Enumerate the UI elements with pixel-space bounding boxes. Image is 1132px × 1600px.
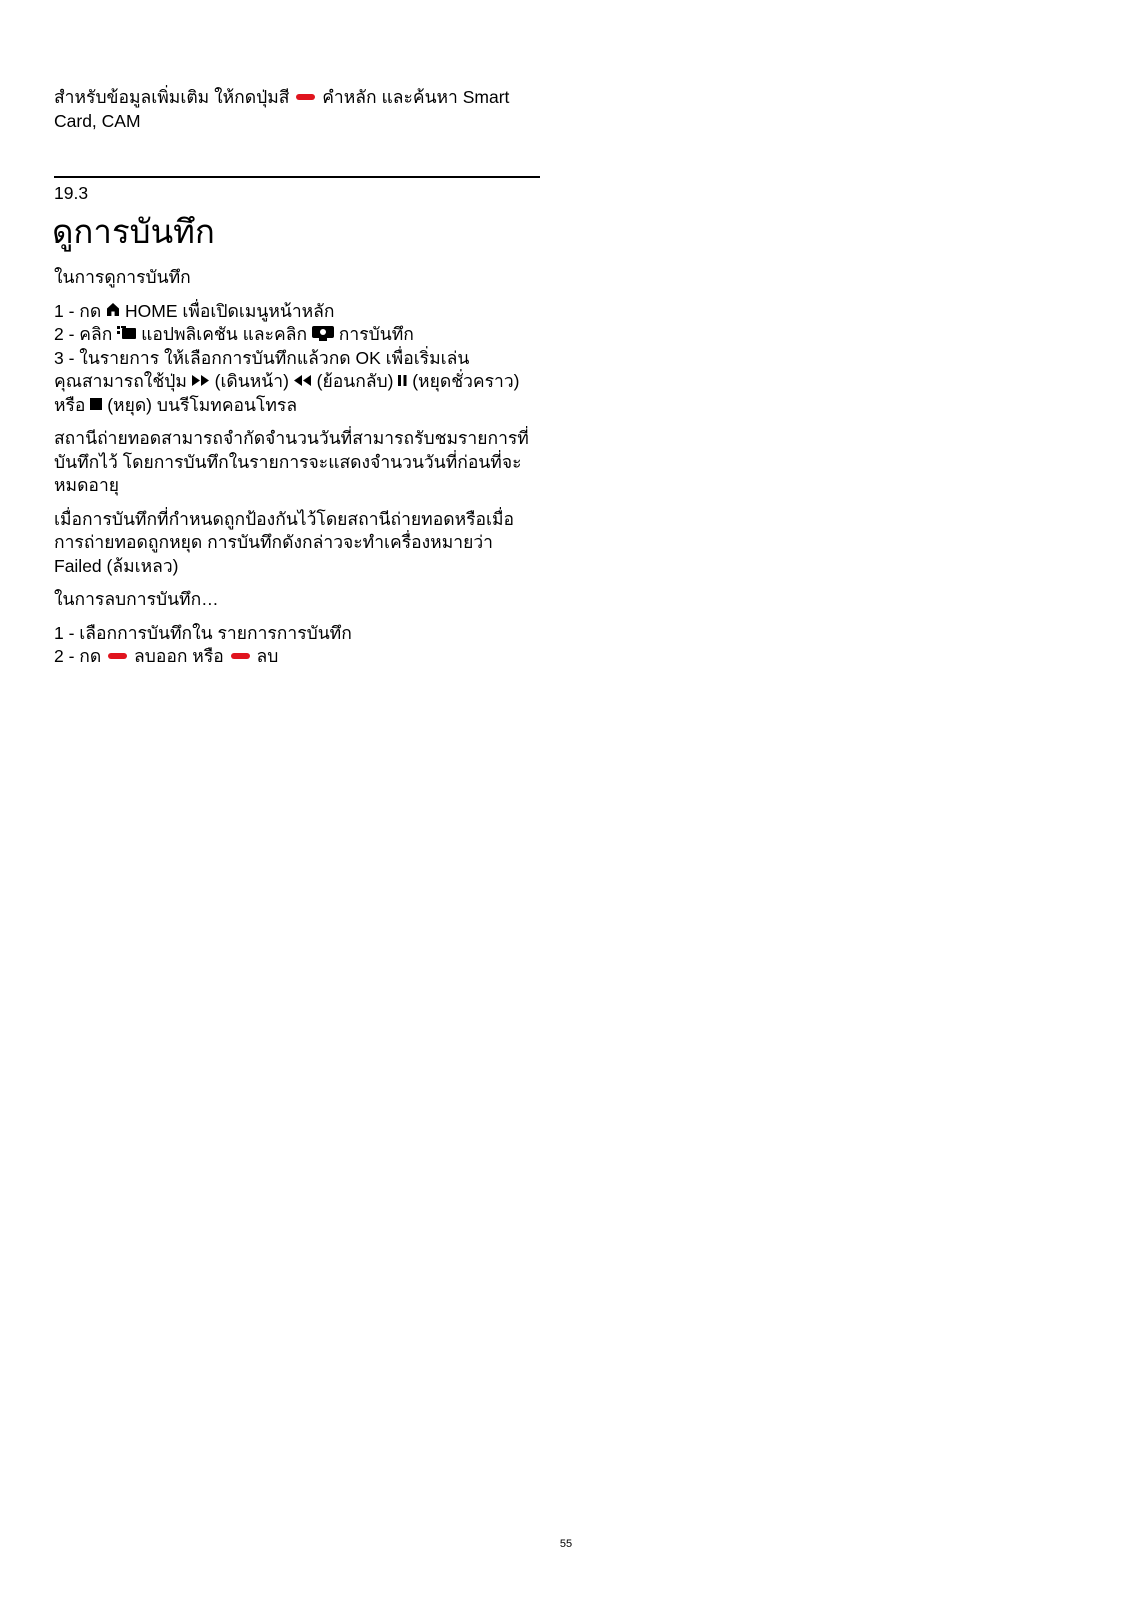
intro-text-b: คำหลัก และค้นหา Smart bbox=[322, 87, 510, 107]
stop-icon bbox=[90, 398, 102, 410]
delete-step-2 bbox=[54, 645, 544, 669]
section-number: 19.3 bbox=[54, 183, 89, 203]
recordings-icon bbox=[312, 326, 334, 341]
or-text: หรือ bbox=[54, 394, 86, 415]
step-4-line-2 bbox=[54, 394, 544, 418]
step-1 bbox=[54, 300, 544, 324]
page-number: 55 bbox=[559, 1538, 573, 1550]
playback-keys-text: คุณสามารถใช้ปุ่ม bbox=[54, 371, 187, 391]
step-2-mid: แอปพลิเคชัน และคลิก bbox=[141, 324, 308, 344]
delete-lead: ในการลบการบันทึก… bbox=[54, 589, 219, 609]
stop-label: (หยุด) บนรีโมทคอนโทรล bbox=[107, 394, 298, 415]
intro-line-2: Card, CAM bbox=[54, 110, 141, 131]
step-4-line-1 bbox=[54, 370, 544, 394]
apps-icon bbox=[117, 326, 136, 340]
step-2 bbox=[54, 323, 544, 347]
section-body bbox=[54, 266, 544, 669]
para1-line-3: หมดอายุ bbox=[54, 475, 120, 495]
para2-line-1: เมื่อการบันทึกที่กำหนดถูกป้องกันไว้โดยสถานีถ่ายทอดหรือเมื่อ bbox=[54, 508, 515, 529]
rewind-icon bbox=[294, 375, 312, 386]
delete-step-2-end: ลบ bbox=[256, 646, 279, 666]
para1-line-2: บันทึกไว้ โดยการบันทึกในรายการจะแสดงจำนวนวันที่ก่อนที่จะ bbox=[54, 451, 522, 472]
forward-label: (เดินหน้า) bbox=[214, 371, 289, 391]
section-divider bbox=[54, 176, 540, 178]
para1-line-1: สถานีถ่ายทอดสามารถจำกัดจำนวนวันที่สามารถรับชมรายการที่ bbox=[54, 428, 529, 448]
delete-step-1: 1 - เลือกการบันทึกใน รายการการบันทึก bbox=[54, 622, 352, 643]
rewind-label: (ย้อนกลับ) bbox=[316, 371, 394, 391]
red-key-icon bbox=[231, 653, 250, 659]
step-3: 3 - ในรายการ ให้เลือกการบันทึกแล้วกด OK เพื่อเริ่มเล่น bbox=[54, 347, 470, 368]
pause-icon bbox=[398, 375, 407, 386]
step-1-text: HOME เพื่อเปิดเมนูหน้าหลัก bbox=[125, 300, 335, 321]
step-2-text: การบันทึก bbox=[338, 324, 414, 344]
para2-line-3: Failed (ล้มเหลว) bbox=[54, 555, 179, 576]
red-key-icon bbox=[296, 94, 315, 100]
fast-forward-icon bbox=[192, 375, 210, 386]
delete-step-2-prefix: 2 - กด bbox=[54, 646, 102, 666]
delete-step-2-mid: ลบออก หรือ bbox=[134, 646, 224, 666]
intro-paragraph bbox=[54, 86, 544, 133]
pause-label: (หยุดชั่วคราว) bbox=[412, 371, 520, 391]
intro-line-1 bbox=[54, 86, 544, 110]
section-title: ดูการบันทึก bbox=[52, 213, 215, 250]
intro-text-a: สำหรับข้อมูลเพิ่มเติม ให้กดปุ่มสี bbox=[54, 87, 290, 107]
red-key-icon bbox=[108, 653, 127, 659]
step-1-prefix: 1 - กด bbox=[54, 300, 102, 321]
step-2-prefix: 2 - คลิก bbox=[54, 324, 113, 344]
lead-text: ในการดูการบันทึก bbox=[54, 267, 191, 287]
para2-line-2: การถ่ายทอดถูกหยุด การบันทึกดังกล่าวจะทำเครื่องหมายว่า bbox=[54, 532, 493, 552]
home-icon bbox=[106, 302, 120, 317]
